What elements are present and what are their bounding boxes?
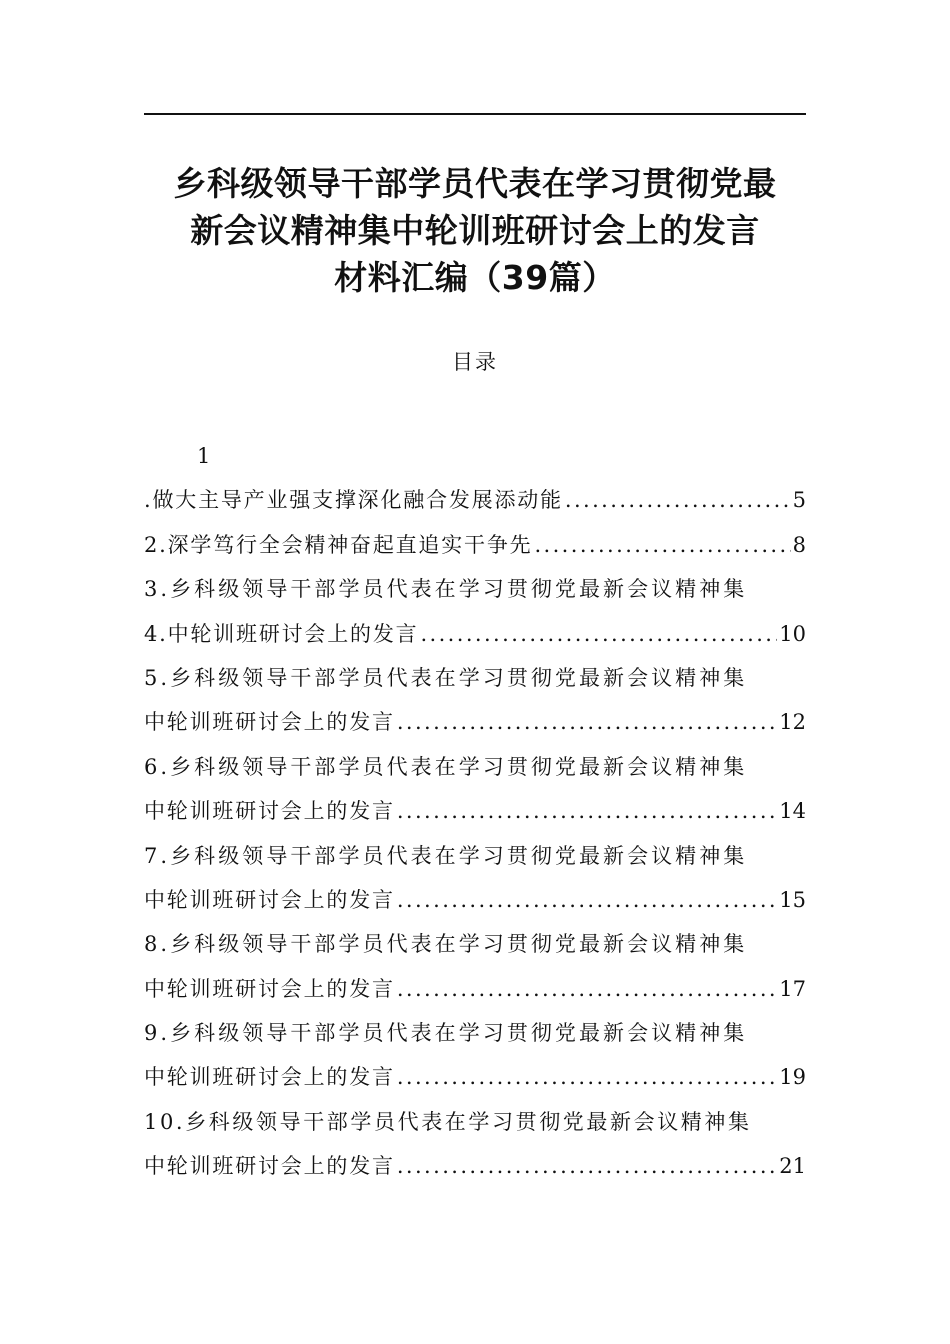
toc-leader-dots (565, 478, 791, 522)
toc-line-text: 1 (197, 444, 213, 468)
toc-heading: 目录 (452, 350, 498, 374)
toc-leader-dots (534, 523, 790, 567)
toc-line[interactable] (144, 1055, 806, 1099)
toc-line-text: 7.乡科级领导干部学员代表在学习贯彻党最新会议精神集 (144, 843, 748, 868)
toc-line[interactable] (144, 656, 806, 700)
toc-line-text: 中轮训班研讨会上的发言 (144, 710, 395, 735)
toc-line-text: 中轮训班研讨会上的发言 (144, 976, 395, 1001)
toc-line-text: .做大主导产业强支撑深化融合发展添动能 (144, 488, 563, 513)
toc-line-text: 10.乡科级领导干部学员代表在学习贯彻党最新会议精神集 (144, 1109, 752, 1134)
toc-line-text: 中轮训班研讨会上的发言 (144, 799, 395, 824)
toc-leader-dots (397, 1055, 777, 1099)
toc-page-number: 5 (792, 488, 806, 513)
toc-line-text: 中轮训班研讨会上的发言 (144, 887, 395, 912)
toc-line-text: 9.乡科级领导干部学员代表在学习贯彻党最新会议精神集 (144, 1021, 748, 1046)
toc-line[interactable] (144, 434, 806, 478)
toc-line-text: 中轮训班研讨会上的发言 (144, 1065, 395, 1090)
toc-leader-dots (397, 878, 777, 922)
toc-line[interactable] (144, 922, 806, 966)
title-line-2: 新会议精神集中轮训班研讨会上的发言 (190, 211, 760, 250)
toc-page-number: 8 (792, 532, 806, 557)
toc-page-number: 12 (779, 710, 806, 735)
title-line-1: 乡科级领导干部学员代表在学习贯彻党最 (173, 164, 777, 203)
toc-line[interactable] (144, 1144, 806, 1188)
toc-line[interactable] (144, 478, 806, 522)
toc-line[interactable] (144, 878, 806, 922)
toc-page-number: 17 (779, 976, 806, 1001)
toc-line[interactable] (144, 789, 806, 833)
document-title (100, 160, 850, 301)
toc-line-text: 3.乡科级领导干部学员代表在学习贯彻党最新会议精神集 (144, 577, 748, 602)
toc-line[interactable] (144, 700, 806, 744)
toc-line-text: 中轮训班研讨会上的发言 (144, 1154, 395, 1179)
toc-line-text: 2.深学笃行全会精神奋起直追实干争先 (144, 532, 533, 557)
toc-line[interactable] (144, 612, 806, 656)
toc-page-number: 21 (779, 1154, 806, 1179)
toc-line[interactable] (144, 1011, 806, 1055)
toc-line[interactable] (144, 745, 806, 789)
title-line-3: 材料汇编（39篇） (334, 258, 616, 297)
toc-line[interactable] (144, 523, 806, 567)
toc-leader-dots (420, 612, 777, 656)
toc-line-text: 6.乡科级领导干部学员代表在学习贯彻党最新会议精神集 (144, 754, 748, 779)
toc-line[interactable] (144, 567, 806, 611)
toc-page-number: 15 (779, 887, 806, 912)
toc-page-number: 10 (779, 621, 806, 646)
table-of-contents (144, 434, 806, 1189)
toc-line-text: 8.乡科级领导干部学员代表在学习贯彻党最新会议精神集 (144, 932, 748, 957)
toc-line[interactable] (144, 1100, 806, 1144)
toc-line-text: 4.中轮训班研讨会上的发言 (144, 621, 419, 646)
toc-line-text: 5.乡科级领导干部学员代表在学习贯彻党最新会议精神集 (144, 665, 748, 690)
toc-leader-dots (397, 789, 777, 833)
toc-page-number: 19 (779, 1065, 806, 1090)
toc-leader-dots (397, 967, 777, 1011)
toc-leader-dots (397, 700, 777, 744)
toc-leader-dots (397, 1144, 777, 1188)
header-rule (144, 113, 806, 115)
toc-line[interactable] (144, 834, 806, 878)
toc-line[interactable] (144, 967, 806, 1011)
toc-page-number: 14 (779, 799, 806, 824)
